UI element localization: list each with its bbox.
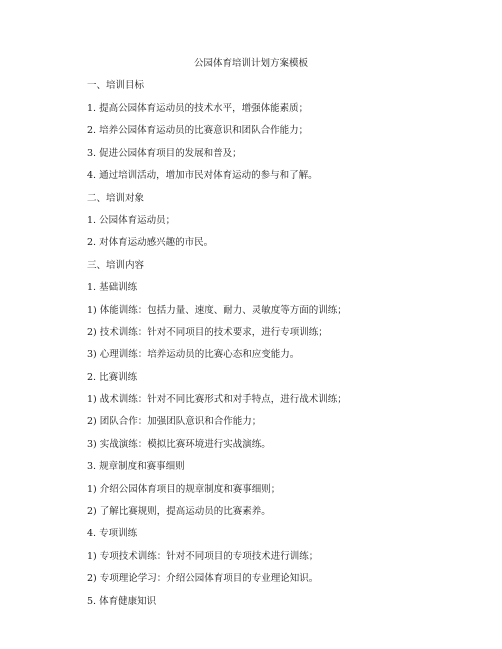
list-item: 1. 提高公园体育运动员的技术水平，增强体能素质； (87, 103, 309, 114)
section-heading: 二、培训对象 (87, 193, 145, 204)
subsection-heading: 5. 体育健康知识 (87, 596, 157, 607)
document-title: 公园体育培训计划方案模板 (193, 58, 308, 69)
list-item: 3. 促进公园体育项目的发展和普及； (87, 148, 242, 159)
list-item: 1) 体能训练：包括力量、速度、耐力、灵敏度等方面的训练； (87, 305, 347, 316)
list-item: 2) 专项理论学习：介绍公园体育项目的专业理论知识。 (87, 573, 319, 584)
list-item: 2) 团队合作：加强团队意识和合作能力； (87, 416, 262, 427)
subsection-heading: 4. 专项训练 (87, 528, 138, 539)
section-heading: 三、培训内容 (87, 260, 145, 271)
list-item: 1) 战术训练：针对不同比赛形式和对手特点，进行战术训练； (87, 394, 347, 405)
section-heading: 一、培训目标 (87, 80, 145, 91)
list-item: 2) 了解比赛规则，提高运动员的比赛素养。 (87, 506, 271, 517)
list-item: 2. 对体育运动感兴趣的市民。 (87, 237, 214, 248)
list-item: 3) 实战演练：模拟比赛环境进行实战演练。 (87, 439, 271, 450)
list-item: 4. 通过培训活动，增加市民对体育运动的参与和了解。 (87, 170, 318, 181)
list-item: 1. 公园体育运动员； (87, 215, 176, 226)
list-item: 3) 心理训练：培养运动员的比赛心态和应变能力。 (87, 349, 300, 360)
subsection-heading: 2. 比赛训练 (87, 372, 138, 383)
subsection-heading: 3. 规章制度和赛事细则 (87, 461, 185, 472)
list-item: 1) 介绍公园体育项目的规章制度和赛事细则； (87, 484, 281, 495)
list-item: 2. 培养公园体育运动员的比赛意识和团队合作能力； (87, 125, 309, 136)
list-item: 2) 技术训练：针对不同项目的技术要求，进行专项训练； (87, 327, 328, 338)
list-item: 1) 专项技术训练：针对不同项目的专项技术进行训练； (87, 551, 319, 562)
subsection-heading: 1. 基础训练 (87, 282, 138, 293)
